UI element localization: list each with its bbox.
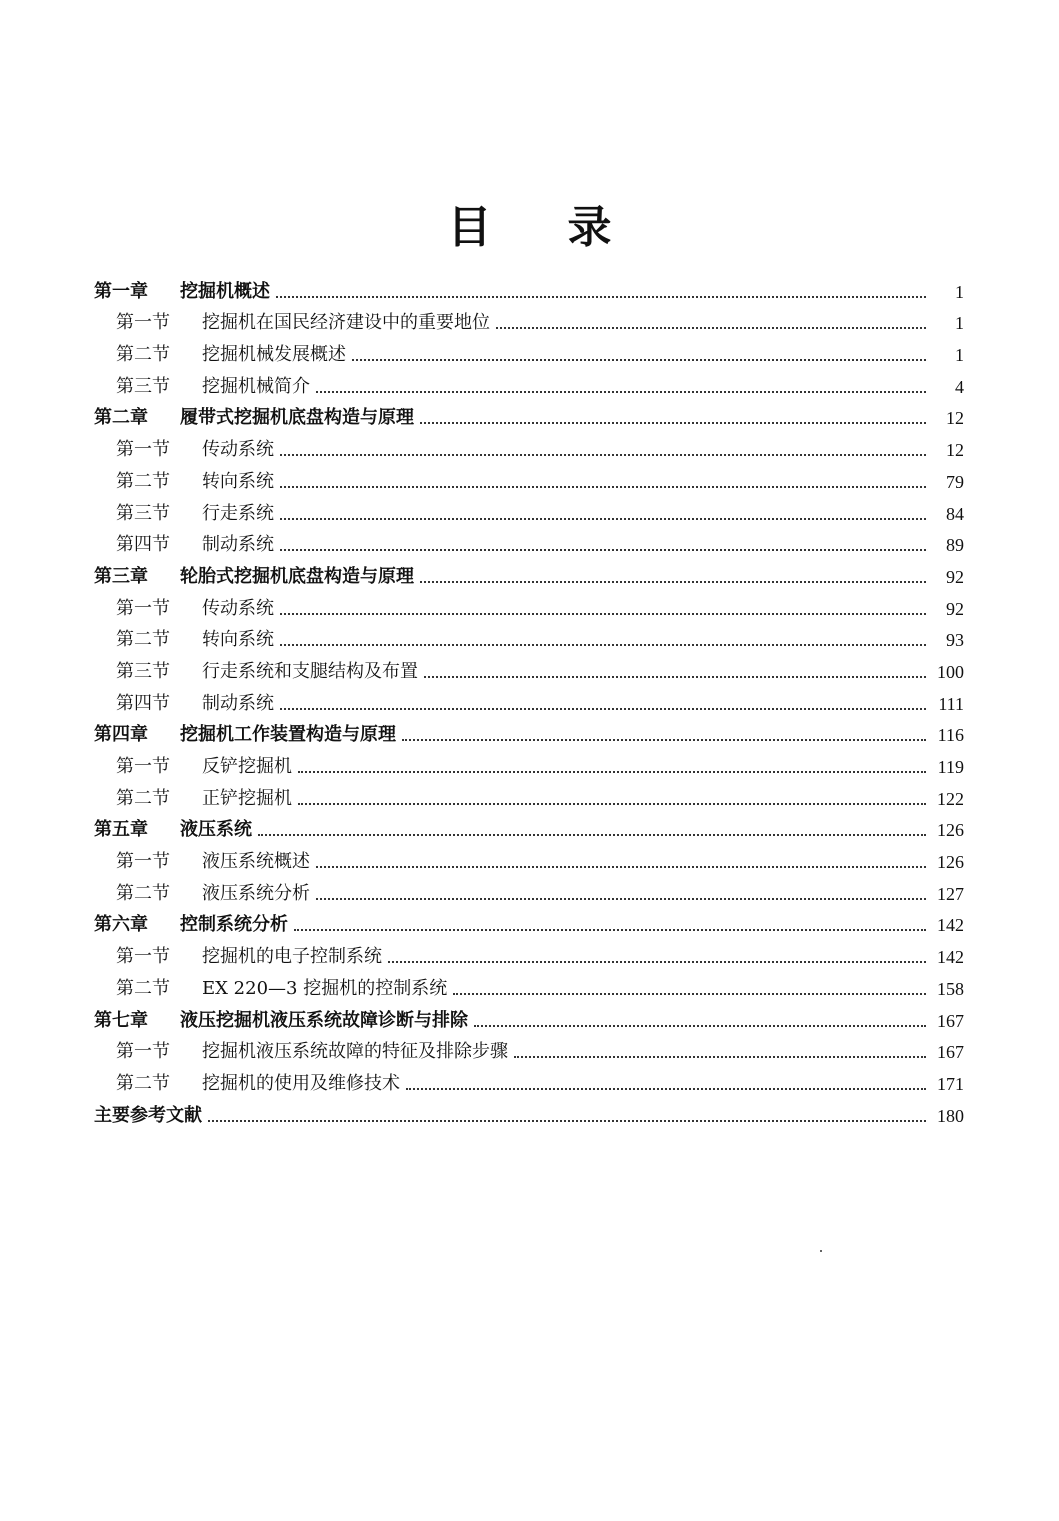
dot-leader — [280, 643, 926, 646]
toc-entry-label: 第二节 — [116, 882, 170, 904]
dot-leader — [208, 1119, 926, 1122]
toc-entry-label: 第七章 — [94, 1009, 148, 1031]
toc-section-row[interactable] — [94, 462, 964, 494]
toc-entry-title: 轮胎式挖掘机底盘构造与原理 — [180, 565, 414, 587]
toc-section-row[interactable] — [94, 969, 964, 1001]
toc-entry-title: 液压挖掘机液压系统故障诊断与排除 — [180, 1009, 468, 1031]
toc-entry-title: 履带式挖掘机底盘构造与原理 — [180, 407, 414, 429]
dot-leader — [420, 580, 926, 583]
toc-entry-title: 行走系统 — [202, 502, 274, 524]
dot-leader — [453, 992, 926, 995]
toc-section-row[interactable] — [94, 304, 964, 336]
toc-page-number: 122 — [937, 788, 964, 809]
toc-entry-label: 第一节 — [116, 946, 170, 968]
dot-leader — [316, 897, 926, 900]
toc-entry-label: 第四章 — [94, 724, 148, 746]
toc-chapter-row[interactable] — [94, 811, 964, 843]
dot-leader — [258, 833, 926, 836]
dot-leader — [298, 802, 926, 805]
toc-page-number: 12 — [946, 408, 964, 429]
toc-page-number: 111 — [938, 693, 964, 714]
toc-entry-title: 正铲挖掘机 — [202, 787, 292, 809]
toc-section-row[interactable] — [94, 1064, 964, 1096]
toc-entry-label: 第二章 — [94, 407, 148, 429]
dot-leader — [496, 326, 926, 329]
dot-leader — [474, 1024, 926, 1027]
toc-entry-title: 挖掘机械发展概述 — [202, 344, 346, 366]
dot-leader — [316, 865, 926, 868]
toc-entry-title: 传动系统 — [202, 439, 274, 461]
dot-leader — [280, 517, 926, 520]
toc-section-row[interactable] — [94, 1033, 964, 1065]
toc-page-number: 167 — [937, 1010, 964, 1031]
toc-entry-label: 第四节 — [116, 534, 170, 556]
toc-entry-title: 转向系统 — [202, 629, 274, 651]
scan-speck — [820, 1250, 822, 1252]
toc-entry-title: 控制系统分析 — [180, 914, 288, 936]
toc-entry-label: 第二节 — [116, 629, 170, 651]
toc-section-row[interactable] — [94, 430, 964, 462]
dot-leader — [352, 358, 926, 361]
toc-entry-label: 第一节 — [116, 439, 170, 461]
toc-page-number: 142 — [937, 915, 964, 936]
toc-page-number: 4 — [955, 376, 964, 397]
toc-page-number: 1 — [955, 281, 964, 302]
toc-entry-title: 挖掘机在国民经济建设中的重要地位 — [202, 312, 490, 334]
toc-page-number: 158 — [937, 978, 964, 999]
toc-entry-title: 挖掘机工作装置构造与原理 — [180, 724, 396, 746]
toc-page-number: 12 — [946, 440, 964, 461]
toc-page-number: 167 — [937, 1042, 964, 1063]
toc-entry-label: 第二节 — [116, 1072, 170, 1094]
toc-page-number: 1 — [955, 313, 964, 334]
toc-entry-title: 液压系统分析 — [202, 882, 310, 904]
toc-section-row[interactable] — [94, 874, 964, 906]
toc-section-row[interactable] — [94, 367, 964, 399]
toc-page-number: 79 — [946, 471, 964, 492]
toc-page-number: 84 — [946, 503, 964, 524]
toc-entry-label: 第三节 — [116, 502, 170, 524]
toc-entry-label: 第四节 — [116, 692, 170, 714]
toc-entry-label: 第六章 — [94, 914, 148, 936]
dot-leader — [276, 295, 926, 298]
toc-entry-label: 第一节 — [116, 597, 170, 619]
toc-section-row[interactable] — [94, 621, 964, 653]
toc-entry-label: 第一节 — [116, 312, 170, 334]
toc-entry-label: 第一章 — [94, 280, 148, 302]
dot-leader — [280, 612, 926, 615]
toc-entry-label: 第一节 — [116, 1041, 170, 1063]
toc-page-number: 92 — [946, 566, 964, 587]
toc-entry-title: EX 220—3 挖掘机的控制系统 — [202, 977, 448, 999]
toc-chapter-row[interactable] — [94, 906, 964, 938]
toc-references-row[interactable] — [94, 1096, 964, 1128]
toc-page-number: 126 — [937, 852, 964, 873]
toc-page-number: 127 — [937, 883, 964, 904]
dot-leader — [316, 390, 926, 393]
toc-section-row[interactable] — [94, 747, 964, 779]
dot-leader — [388, 960, 926, 963]
toc-page-number: 1 — [955, 345, 964, 366]
toc-entry-title: 传动系统 — [202, 597, 274, 619]
toc-chapter-row[interactable] — [94, 272, 964, 304]
toc-page-number: 180 — [937, 1105, 964, 1126]
toc-entry-label: 第二节 — [116, 977, 170, 999]
dot-leader — [406, 1087, 926, 1090]
page-title: 目录 — [447, 202, 688, 253]
toc-entry-title: 转向系统 — [202, 470, 274, 492]
toc-entry-label: 第二节 — [116, 470, 170, 492]
toc-entry-title: 挖掘机的电子控制系统 — [202, 946, 382, 968]
toc-entry-label: 第二节 — [116, 344, 170, 366]
toc-entry-title: 制动系统 — [202, 692, 274, 714]
toc-entry-title: 主要参考文献 — [94, 1104, 202, 1126]
toc-entry-title: 挖掘机液压系统故障的特征及排除步骤 — [202, 1041, 508, 1063]
toc-section-row[interactable] — [94, 779, 964, 811]
dot-leader — [298, 770, 926, 773]
dot-leader — [424, 675, 926, 678]
toc-page-number: 171 — [937, 1073, 964, 1094]
toc-section-row[interactable] — [94, 589, 964, 621]
dot-leader — [280, 453, 926, 456]
toc-page-number: 142 — [937, 947, 964, 968]
toc-entry-title: 制动系统 — [202, 534, 274, 556]
toc-entry-label: 第二节 — [116, 787, 170, 809]
dot-leader — [280, 548, 926, 551]
toc-chapter-row[interactable] — [94, 399, 964, 431]
toc-section-row[interactable] — [94, 842, 964, 874]
toc-page-number: 89 — [946, 535, 964, 556]
toc-entry-title: 挖掘机的使用及维修技术 — [202, 1072, 400, 1094]
toc-chapter-row[interactable] — [94, 1001, 964, 1033]
toc-page-number: 100 — [937, 661, 964, 682]
toc-page-number: 93 — [946, 630, 964, 651]
dot-leader — [294, 928, 926, 931]
toc-page-number: 92 — [946, 598, 964, 619]
table-of-contents — [94, 272, 964, 1128]
toc-entry-label: 第五章 — [94, 819, 148, 841]
toc-page-number: 119 — [937, 757, 964, 777]
toc-entry-title: 行走系统和支腿结构及布置 — [202, 660, 418, 682]
toc-entry-label: 第三节 — [116, 375, 170, 397]
toc-section-row[interactable] — [94, 526, 964, 558]
toc-entry-label: 第三章 — [94, 565, 148, 587]
toc-section-row[interactable] — [94, 652, 964, 684]
toc-section-row[interactable] — [94, 684, 964, 716]
toc-section-row[interactable] — [94, 937, 964, 969]
toc-entry-title: 挖掘机概述 — [180, 280, 270, 302]
toc-entry-label: 第一节 — [116, 756, 170, 777]
dot-leader — [402, 738, 926, 741]
dot-leader — [514, 1055, 926, 1058]
dot-leader — [280, 485, 926, 488]
toc-entry-title: 液压系统概述 — [202, 851, 310, 873]
toc-entry-title: 反铲挖掘机 — [202, 756, 292, 777]
toc-section-row[interactable] — [94, 494, 964, 526]
toc-page-number: 126 — [937, 820, 964, 841]
dot-leader — [420, 421, 926, 424]
toc-page-number: 116 — [937, 725, 964, 746]
toc-entry-title: 挖掘机械简介 — [202, 375, 310, 397]
toc-entry-label: 第三节 — [116, 660, 170, 682]
toc-chapter-row[interactable] — [94, 716, 964, 748]
toc-entry-label: 第一节 — [116, 851, 170, 873]
toc-section-row[interactable] — [94, 335, 964, 367]
toc-chapter-row[interactable] — [94, 557, 964, 589]
toc-entry-title: 液压系统 — [180, 819, 252, 841]
dot-leader — [280, 707, 926, 710]
